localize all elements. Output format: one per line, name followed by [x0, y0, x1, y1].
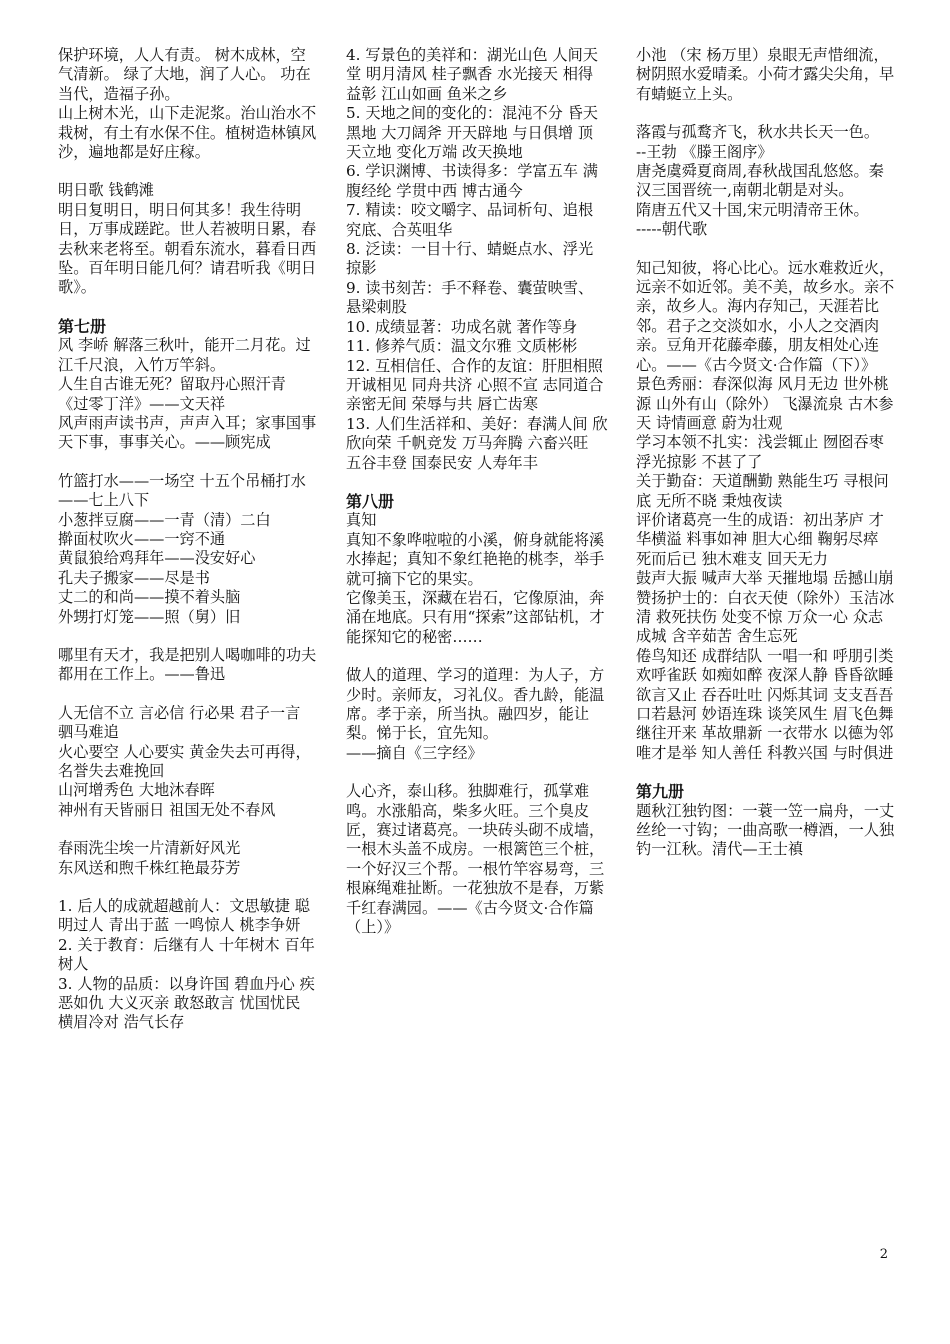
- text-line: 孔夫子搬家——尽是书: [58, 568, 210, 587]
- column-3: [636, 46, 898, 879]
- text-line: 2. 关于教育：后继有人 十年树木 百年树人: [58, 935, 315, 974]
- text-line: --王勃 《滕王阁序》: [636, 142, 773, 161]
- text-block: [636, 123, 898, 239]
- text-line: 它像美玉，深藏在岩石，它像原油，奔涌在地底。只有用“探索”这部钻机，才能探知它的秘密……: [346, 588, 605, 646]
- text-block: [346, 492, 608, 647]
- text-line: 擀面杖吹火——一窍不通: [58, 529, 226, 548]
- text-block: [58, 897, 320, 1033]
- text-line: 人心齐，泰山移。独脚难行，孤掌难鸣。水涨船高，柴多火旺。三个臭皮匠，赛过诸葛亮。一块砖头砌不成墙，一根木头盖不成房。一根篱笆三个桩，一个好汉三个帮。一根竹竿容易弯，三根麻绳难扯断。一花独放不是春，万紫千红春满园。——《古今贤文·合作篇（上）》: [346, 782, 605, 937]
- text-line: 评价诸葛亮一生的成语：初出茅庐 才华横溢 料事如神 胆大心细 鞠躬尽瘁 死而后已 独木难支 回天无力: [636, 510, 884, 568]
- text-line: 5. 天地之间的变化的：混沌不分 昏天黑地 大刀阔斧 开天辟地 与日俱增 顶天立地 变化万端 改天换地: [346, 104, 598, 162]
- text-line: 1. 后人的成就超越前人：文思敏捷 聪明过人 青出于蓝 一鸣惊人 桃李争妍: [58, 897, 310, 935]
- text-block: [346, 46, 608, 473]
- text-line: 明日复明日，明日何其多！我生待明日，万事成蹉跎。世人若被明日累，春去秋来老将至。朝看东流水，暮看日西坠。百年明日能几何？请君听我《明日歌》。: [58, 200, 317, 297]
- text-block: [58, 704, 320, 820]
- text-line: 落霞与孤鹜齐飞，秋水共长天一色。: [636, 123, 879, 142]
- text-line: 鼓声大振 喊声大举 天摧地塌 岳撼山崩: [636, 569, 894, 588]
- text-line: 人无信不立 言必信 行必果 君子一言 驷马难追: [58, 703, 301, 742]
- text-block: [346, 782, 608, 937]
- text-line: 火心要空 人心要实 黄金失去可再得，名誉失去难挽回: [58, 742, 311, 780]
- text-line: 11. 修养气质：温文尔雅 文质彬彬: [346, 337, 578, 356]
- text-line: 隋唐五代又十国,宋元明清帝王休。: [636, 200, 869, 219]
- page-number: 2: [879, 1247, 888, 1262]
- section-heading: 第八册: [346, 491, 395, 511]
- section-heading: 第七册: [58, 316, 107, 336]
- section-heading: 第九册: [636, 782, 685, 802]
- text-line: 外甥打灯笼——照（舅）旧: [58, 607, 241, 626]
- text-line: 7. 精读：咬文嚼字、品词析句、追根究底、合英咀华: [346, 201, 594, 239]
- text-line: 竹篮打水——一场空 十五个吊桶打水——七上八下: [58, 471, 306, 510]
- column-1: [58, 46, 320, 1052]
- text-line: 人生自古谁无死？留取丹心照汗青 《过零丁洋》——文天祥: [58, 375, 286, 413]
- text-line: ——摘自《三字经》: [346, 743, 483, 762]
- text-line: 山上树木光，山下走泥浆。治山治水不栽树，有土有水保不住。植树造林镇风沙，遍地都是好庄稼。: [58, 104, 317, 162]
- text-block: [58, 839, 320, 878]
- text-line: 8. 泛读：一目十行、蜻蜓点水、浮光掠影: [346, 240, 594, 278]
- text-block: [636, 782, 898, 860]
- text-line: 12. 互相信任、合作的友谊：肝胆相照 开诚相见 同舟共济 心照不宣 志同道合 亲密无间 荣辱与共 唇亡齿寒: [346, 356, 604, 414]
- text-line: 学习本领不扎实：浅尝辄止 囫囵吞枣 浮光掠影 不甚了了: [636, 433, 884, 471]
- text-line: 知己知彼，将心比心。远水难救近火，远亲不如近邻。美不美，故乡水。亲不亲，故乡人。海内存知己，天涯若比邻。君子之交淡如水，小人之交酒肉亲。豆角开花藤牵藤，朋友相处心连心。——《古今贤文·合作篇（下）》: [636, 258, 895, 374]
- text-line: 明日歌 钱鹤滩: [58, 181, 154, 200]
- text-line: 3. 人物的品质：以身许国 碧血丹心 疾恶如仇 大义灭亲 敢怒敢言 忧国忧民 横眉冷对 浩气长存: [58, 974, 315, 1032]
- text-block: [58, 317, 320, 453]
- text-line: 9. 读书刻苦：手不释卷、囊萤映雪、悬梁刺股: [346, 278, 594, 317]
- text-line: 丈二的和尚——摸不着头脑: [58, 588, 241, 607]
- column-2: [346, 46, 608, 956]
- text-line: 景色秀丽：春深似海 风月无边 世外桃源 山外有山（除外） 飞瀑流泉 古木参天 诗情画意 蔚为壮观: [636, 375, 894, 432]
- text-line: 风声雨声读书声，声声入耳；家事国事天下事，事事关心。——顾宪成: [58, 413, 317, 452]
- text-line: 欲言又止 吞吞吐吐 闪烁其词 支支吾吾 口若悬河 妙语连珠 谈笑风生 眉飞色舞: [636, 685, 894, 723]
- text-line: 保护环境，人人有责。 树木成林，空气清新。 绿了大地，润了人心。 功在当代，造福子孙。: [58, 46, 311, 103]
- text-line: 真知: [346, 511, 377, 530]
- text-line: 13. 人们生活祥和、美好：春满人间 欣欣向荣 千帆竞发 万马奔腾 六畜兴旺 五谷丰登 国泰民安 人寿年丰: [346, 414, 608, 472]
- text-line: 哪里有天才，我是把别人喝咖啡的功夫都用在工作上。——鲁迅: [58, 645, 317, 684]
- text-line: 风 李峤 解落三秋叶，能开二月花。过江千尺浪，入竹万竿斜。: [58, 336, 311, 374]
- text-line: -----朝代歌: [636, 220, 708, 239]
- text-block: [58, 46, 320, 162]
- text-block: [58, 646, 320, 685]
- text-block: [636, 259, 898, 764]
- text-line: 做人的道理、学习的道理：为人子，方少时。亲师友，习礼仪。香九龄，能温席。孝于亲，所当执。融四岁，能让梨。悌于长，宜先知。: [346, 666, 605, 743]
- text-line: 6. 学识渊博、书读得多：学富五车 满腹经纶 学贯中西 博古通今: [346, 162, 598, 200]
- text-line: 神州有天皆丽日 祖国无处不春风: [58, 800, 276, 819]
- text-line: 倦鸟知还 成群结队 一唱一和 呼朋引类 欢呼雀跃 如痴如醉 夜深人静 昏昏欲睡: [636, 646, 894, 685]
- text-line: 唐尧虞舜夏商周,春秋战国乱悠悠。秦汉三国晋统一,南朝北朝是对头。: [636, 162, 884, 200]
- text-line: 10. 成绩显著：功成名就 著作等身: [346, 317, 578, 336]
- text-line: 东风送和煦千株红艳最芬芳: [58, 858, 241, 877]
- text-block: [346, 666, 608, 763]
- text-line: 小葱拌豆腐——一青（清）二白: [58, 510, 271, 529]
- text-line: 关于勤奋：天道酬勤 熟能生巧 寻根问底 无所不晓 秉烛夜读: [636, 472, 889, 510]
- text-block: [636, 46, 898, 104]
- text-line: 题秋江独钓图：一蓑一笠一扁舟，一丈丝纶一寸钩；一曲高歌一樽酒，一人独钓一江秋。清代—王士禛: [636, 801, 895, 859]
- text-line: 继往开来 革故鼎新 一衣带水 以德为邻 唯才是举 知人善任 科教兴国 与时俱进: [636, 724, 894, 762]
- text-line: 黄鼠狼给鸡拜年——没安好心: [58, 549, 256, 568]
- text-line: 真知不象哗啦啦的小溪，俯身就能将溪水捧起；真知不象红艳艳的桃李，举手就可摘下它的果实。: [346, 530, 605, 588]
- text-line: 山河增秀色 大地沐春晖: [58, 781, 215, 800]
- text-line: 春雨洗尘埃一片清新好风光: [58, 839, 241, 858]
- text-line: 4. 写景色的美祥和：湖光山色 人间天堂 明月清风 桂子飘香 水光接天 相得益彰 江山如画 鱼米之乡: [346, 46, 598, 103]
- text-line: 赞扬护士的：白衣天使（除外）玉洁冰清 救死扶伤 处变不惊 万众一心 众志成城 含辛茹苦 舍生忘死: [636, 588, 895, 646]
- text-block: [58, 181, 320, 297]
- text-line: 小池 （宋 杨万里）泉眼无声惜细流，树阴照水爱晴柔。小荷才露尖尖角，早有蜻蜓立上头。: [636, 46, 895, 103]
- text-block: [58, 472, 320, 627]
